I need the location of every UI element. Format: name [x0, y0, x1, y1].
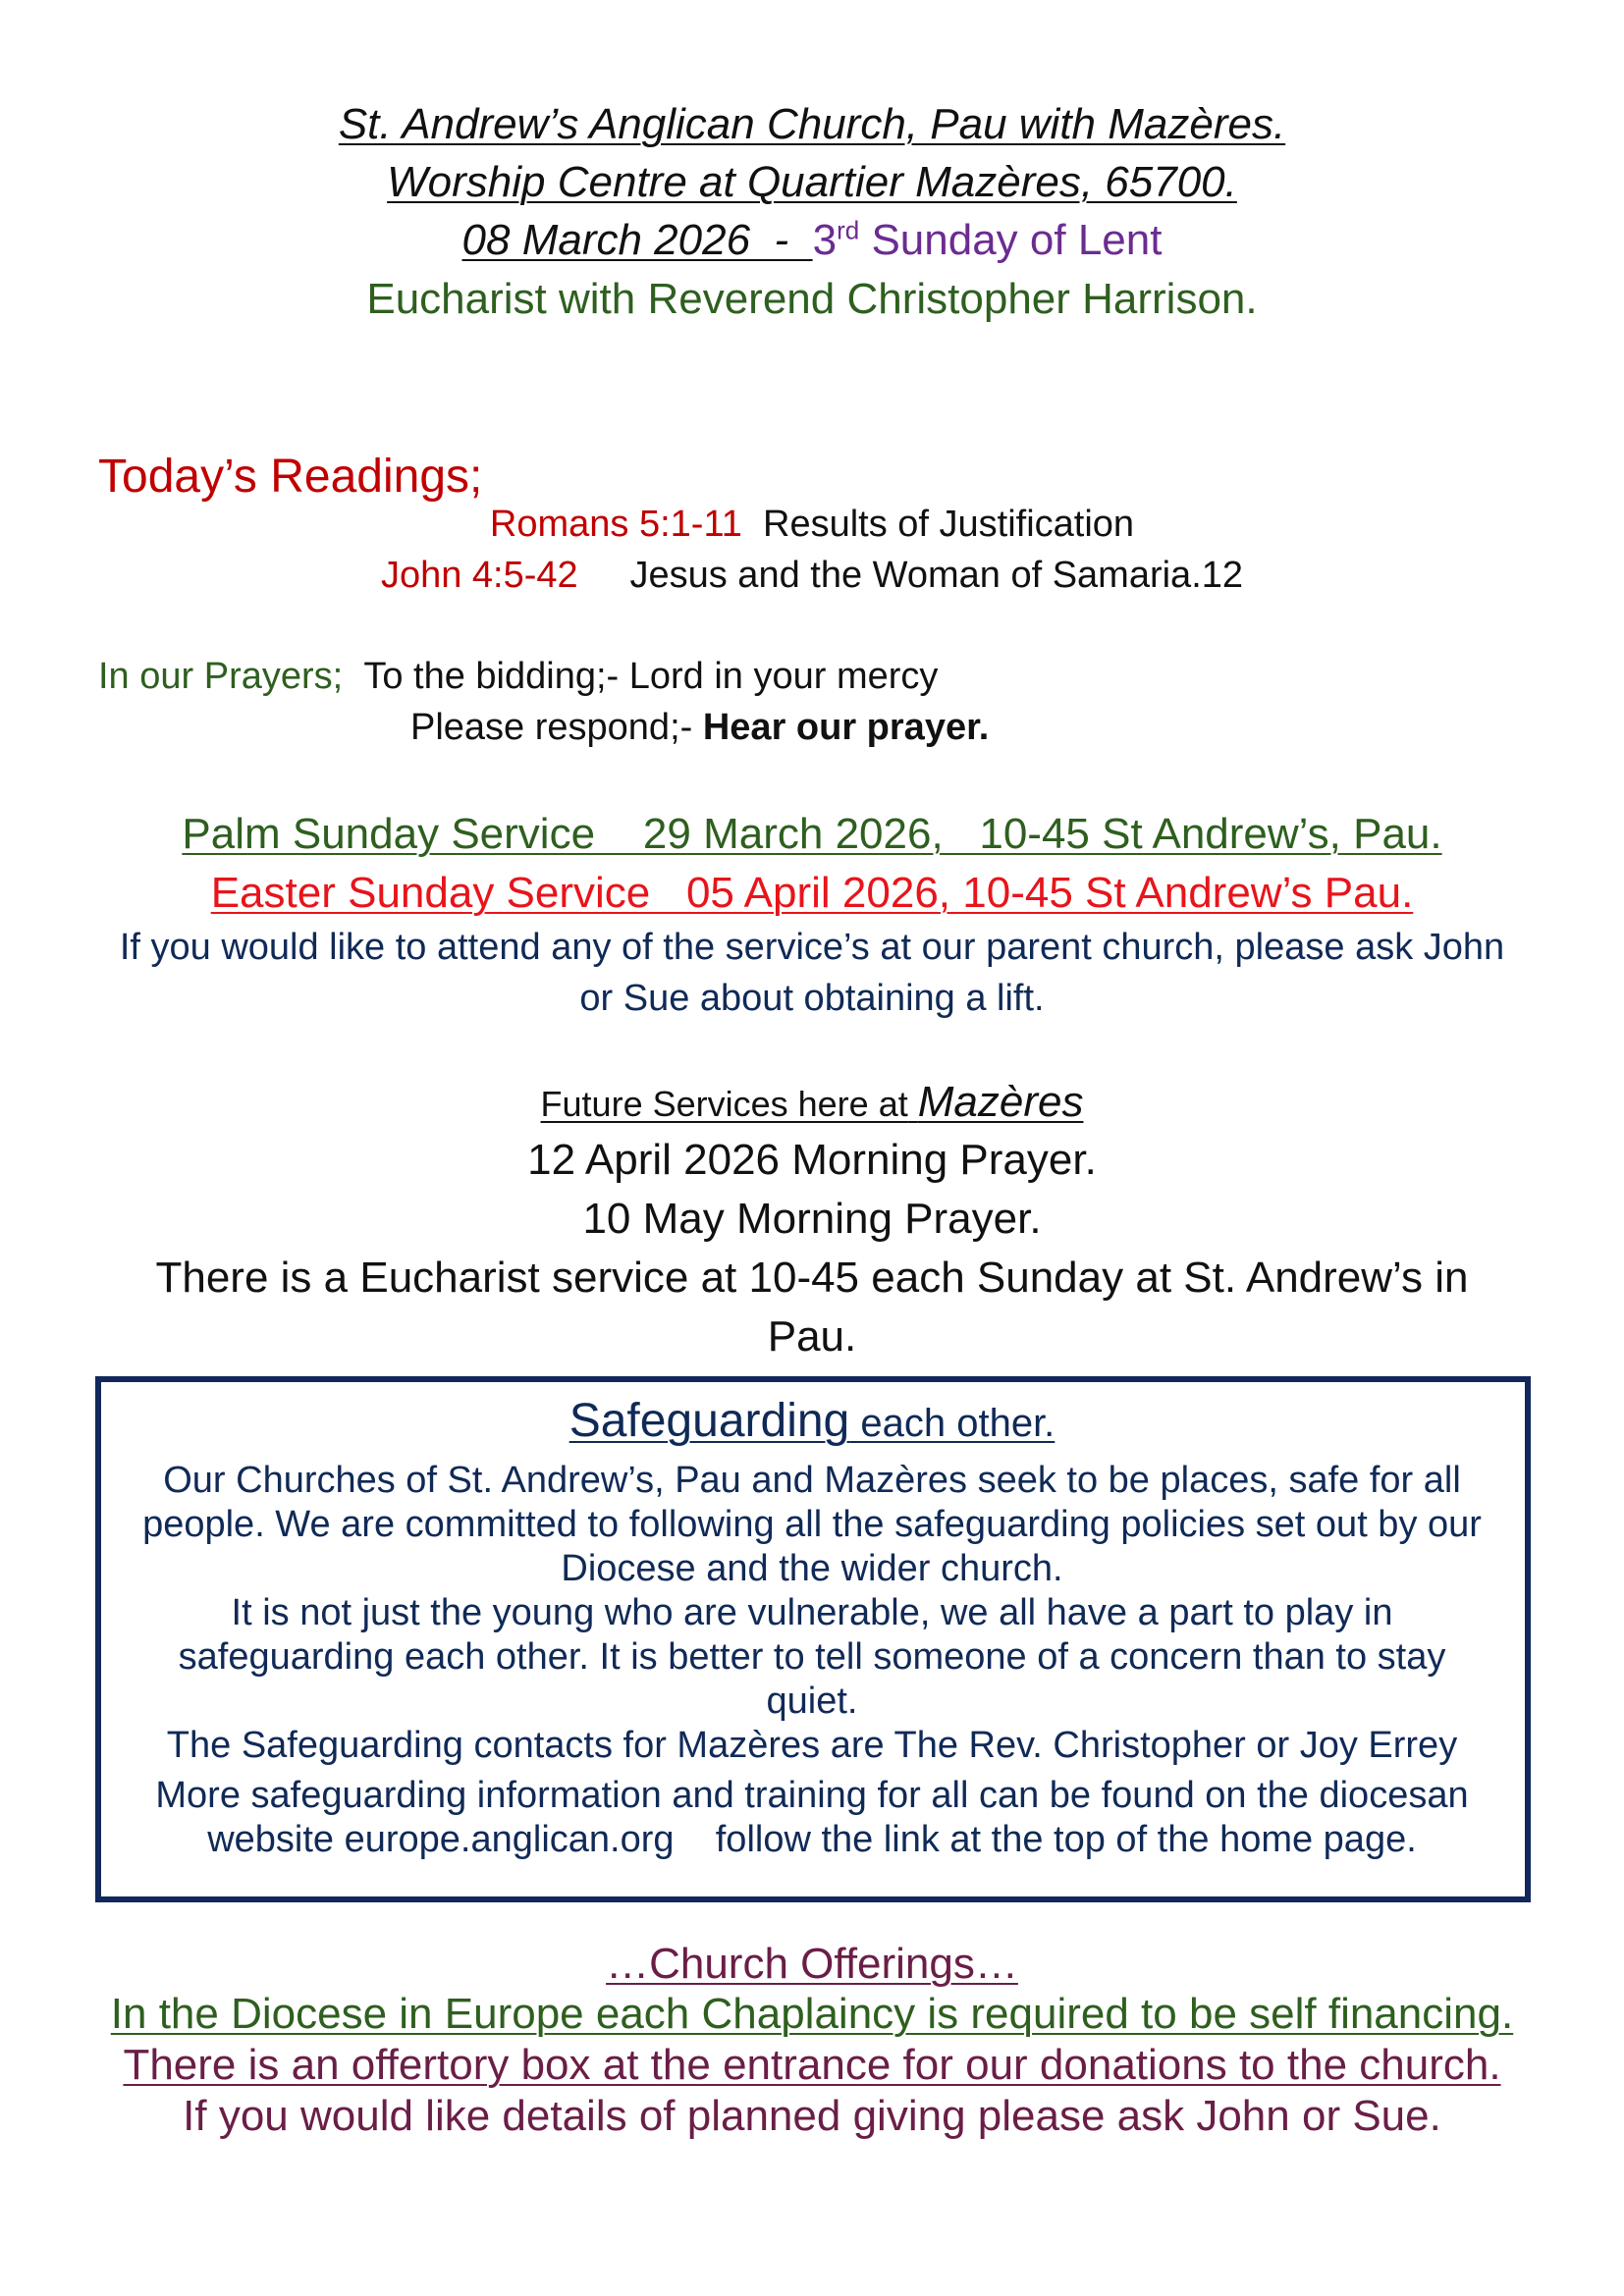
prayers-line: In our Prayers; To the bidding;- Lord in your mercy: [98, 656, 939, 697]
safeguarding-contacts: The Safeguarding contacts for Mazères are The Rev. Christopher or Joy Errey: [166, 1725, 1458, 1766]
offerings-line2: There is an offertory box at the entrance for our donations to the church.: [123, 2041, 1501, 2089]
reading-1: Romans 5:1-11 Results of Justification: [489, 504, 1135, 545]
readings-heading: Today’s Readings;: [98, 451, 483, 503]
eucharist-info-line1: There is a Eucharist service at 10-45 each Sunday at St. Andrew’s in: [155, 1254, 1469, 1302]
safeguarding-title: Safeguarding each other.: [568, 1395, 1056, 1447]
safeguarding-line: people. We are committed to following all the safeguarding policies set out by our: [142, 1504, 1482, 1545]
worship-centre: Worship Centre at Quartier Mazères, 65700.: [387, 158, 1237, 206]
service-date: 08 March 2026 -: [461, 216, 813, 264]
eucharist-celebrant: Eucharist with Reverend Christopher Harrison.: [366, 275, 1258, 323]
future-service-1: 12 April 2026 Morning Prayer.: [527, 1136, 1097, 1184]
safeguarding-line: Diocese and the wider church.: [561, 1548, 1063, 1589]
service-date-line: [0, 216, 1624, 265]
safeguarding-line: safeguarding each other. It is better to tell someone of a concern than to stay: [178, 1636, 1446, 1678]
service-occasion: 3rd Sunday of Lent: [812, 215, 1163, 264]
reading-2: John 4:5-42 Jesus and the Woman of Samaria.12: [380, 555, 1244, 596]
future-services-heading: Future Services here at Mazères: [540, 1078, 1084, 1126]
easter-sunday-service: Easter Sunday Service 05 April 2026, 10-45 St Andrew’s Pau.: [210, 869, 1414, 917]
safeguarding-website: website europe.anglican.org follow the link at the top of the home page.: [207, 1819, 1417, 1860]
lift-info-line2: or Sue about obtaining a lift.: [579, 978, 1045, 1019]
safeguarding-line: quiet.: [766, 1681, 858, 1722]
future-service-2: 10 May Morning Prayer.: [582, 1195, 1042, 1243]
offerings-line3: If you would like details of planned giving please ask John or Sue.: [183, 2092, 1441, 2140]
safeguarding-line: Our Churches of St. Andrew’s, Pau and Mazères seek to be places, safe for all: [163, 1460, 1461, 1501]
palm-sunday-service: Palm Sunday Service 29 March 2026, 10-45 St Andrew’s, Pau.: [182, 810, 1442, 858]
church-name: St. Andrew’s Anglican Church, Pau with Mazères.: [338, 100, 1286, 148]
offerings-line1: In the Diocese in Europe each Chaplaincy is required to be self financing.: [110, 1990, 1514, 2038]
lift-info-line1: If you would like to attend any of the service’s at our parent church, please ask John: [119, 927, 1505, 968]
safeguarding-line: More safeguarding information and training for all can be found on the diocesan: [155, 1775, 1469, 1816]
safeguarding-line: It is not just the young who are vulnerable, we all have a part to play in: [231, 1592, 1393, 1633]
offerings-heading: …Church Offerings…: [606, 1940, 1018, 1988]
prayers-response: Please respond;- Hear our prayer.: [410, 707, 990, 748]
eucharist-info-line2: Pau.: [767, 1312, 857, 1361]
